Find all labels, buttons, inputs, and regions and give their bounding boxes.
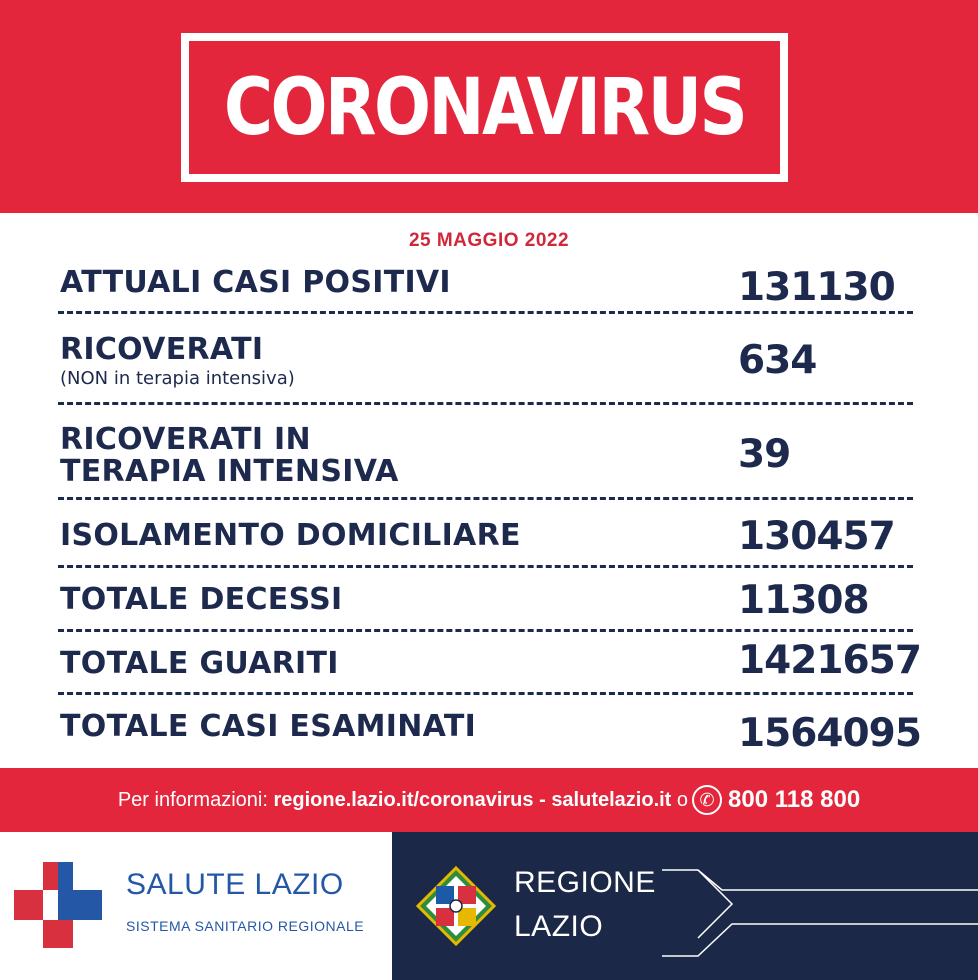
report-date: 25 MAGGIO 2022 xyxy=(408,230,570,251)
stat-value: 130457 xyxy=(738,514,895,559)
info-prefix: Per informazioni: xyxy=(117,788,268,811)
stat-label: ISOLAMENTO DOMICILIARE xyxy=(60,518,521,553)
dashed-divider xyxy=(58,692,913,695)
stat-value: 39 xyxy=(738,432,791,477)
stat-value: 634 xyxy=(738,338,817,383)
info-bar xyxy=(0,768,978,832)
regione-lazio-emblem-icon xyxy=(416,866,496,946)
stat-label: TOTALE CASI ESAMINATI xyxy=(60,709,477,744)
dashed-divider xyxy=(58,629,913,632)
salute-lazio-cross-icon xyxy=(14,862,102,948)
phone-number[interactable]: 800 118 800 xyxy=(728,786,861,813)
phone-icon: ✆ xyxy=(692,785,722,815)
dashed-divider xyxy=(58,497,913,500)
regione-lazio-logo-line2: LAZIO xyxy=(514,910,604,943)
regione-lazio-logo-line1: REGIONE xyxy=(514,866,656,899)
stat-value: 1564095 xyxy=(738,711,921,756)
salute-lazio-logo-title: SALUTE LAZIO xyxy=(126,868,344,901)
page-title: CORONAVIRUS xyxy=(223,62,746,153)
info-conjunction: o xyxy=(676,788,689,811)
stat-value: 1421657 xyxy=(738,638,921,683)
salutelazio-link[interactable]: salutelazio.it xyxy=(551,788,672,811)
stat-label: ATTUALI CASI POSITIVI xyxy=(60,265,451,300)
stat-value: 131130 xyxy=(738,265,895,310)
stat-label: TOTALE DECESSI xyxy=(60,582,343,617)
stat-sublabel: (NON in terapia intensiva) xyxy=(60,368,295,389)
regione-coronavirus-link[interactable]: regione.lazio.it/coronavirus xyxy=(273,788,534,811)
stat-value: 11308 xyxy=(738,578,869,623)
salute-lazio-logo-subtitle: SISTEMA SANITARIO REGIONALE xyxy=(126,918,365,934)
title-frame xyxy=(181,33,788,182)
stat-label-line1: RICOVERATI IN xyxy=(60,422,311,457)
stat-label: RICOVERATI xyxy=(60,332,264,367)
stat-label-line2: TERAPIA INTENSIVA xyxy=(60,454,399,489)
dashed-divider xyxy=(58,311,913,314)
dashed-divider xyxy=(58,402,913,405)
stat-label: TOTALE GUARITI xyxy=(60,646,339,681)
header-banner xyxy=(0,0,978,213)
dashed-divider xyxy=(58,565,913,568)
info-separator: - xyxy=(539,788,546,811)
